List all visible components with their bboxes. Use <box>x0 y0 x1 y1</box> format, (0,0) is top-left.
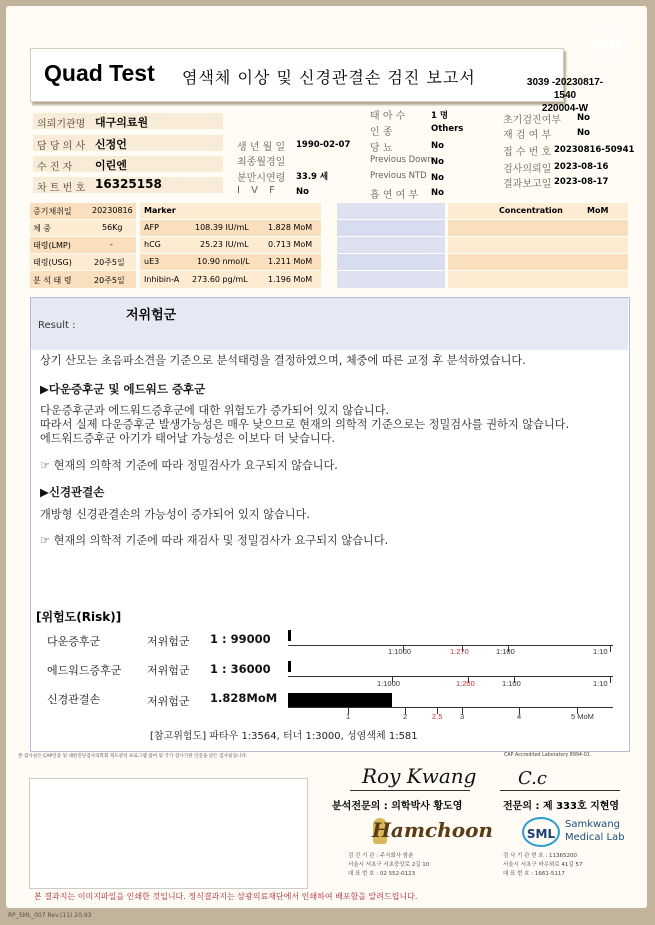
section-ntd-text: 개방형 신경관결손의 가능성이 증가되어 있지 않습니다. <box>40 508 310 521</box>
sml-info: 검 사 기 관 번 호 : 11365200 <box>503 853 577 859</box>
section-ntd-title: ▶신경관결손 <box>40 485 105 499</box>
report-title: 염색체 이상 및 신경관결손 검진 보고서 <box>182 68 476 87</box>
smoking-label: 흡 연 여 부 <box>370 190 419 201</box>
hamchoon-logo: Hamchoon <box>372 818 493 842</box>
tick-label: 3 <box>460 712 465 721</box>
marker-mom: 0.713 MoM <box>268 240 313 249</box>
smoking-value: No <box>431 188 444 198</box>
hamchoon-info: 서울시 서초구 서초중앙로 2길 10 <box>348 862 430 868</box>
print-notice: 본 결과지는 이미지파일을 인쇄한 것입니다. 정식결과지는 삼광의료재단에서 인쇄하여 배포함을 알려드립니다. <box>34 892 418 901</box>
reference-risk: [참고위험도] 파타우 1:3564, 터너 1:3000, 성염색체 1:581 <box>150 731 418 742</box>
section-ntd-note: ☞ 현재의 의학적 기준에 따라 재검사 및 정밀검사가 요구되지 않습니다. <box>40 534 389 547</box>
race-value: Others <box>431 124 464 134</box>
marker-name: Inhibin-A <box>144 275 180 284</box>
tick <box>610 676 611 683</box>
section-down-note: ☞ 현재의 의학적 기준에 따라 정밀검사가 요구되지 않습니다. <box>40 459 338 472</box>
risk-ntd-level: 저위험군 <box>147 695 190 708</box>
section-down-text: 따라서 실제 다운증후군 발생가능성은 매우 낮으므로 현재의 의학적 기준으로는 정밀검사를 권하지 않습니다. <box>40 418 569 431</box>
lmp-label: 최종월경일 <box>237 157 286 168</box>
weight-label: 체 중 <box>33 224 51 233</box>
diabetes-label: 당 뇨 <box>370 143 393 154</box>
retest-label: 재 검 여 부 <box>503 130 552 141</box>
risk-edwards-axis <box>288 676 613 677</box>
risk-title: [위험도(Risk)] <box>36 610 122 624</box>
age-label: 분만시연령 <box>237 173 286 184</box>
prev-ntd-value: No <box>431 173 444 183</box>
ga-usg-label: 태령(USG) <box>33 258 72 267</box>
cap-note: CAP Accredited Laboratory 8994-01 <box>504 753 590 758</box>
result-label: Result : <box>38 320 76 331</box>
lab-note: 본 검사실은 CAP인증 및 대한진단검사의학회 정도관리 프로그램 참여 및 국가 검사기관 인증을 받은 검사실입니다. <box>18 754 248 759</box>
retest-value: No <box>577 128 590 138</box>
prev-down-label: Previous Down <box>370 155 433 165</box>
initial-label: 초기검진여부 <box>503 115 561 126</box>
ga-analysis-value: 20주5일 <box>94 276 125 285</box>
brand-title: Quad Test <box>44 60 155 86</box>
sample-id: 3039 -20230817-1540 220004-W <box>526 77 604 114</box>
receipt-value: 20230816-50941 <box>554 145 635 155</box>
tick-label: 4 <box>517 712 522 721</box>
risk-edwards-value: 1 : 36000 <box>210 662 271 676</box>
hamchoon-info: 대 표 번 호 : 02 552-0123 <box>348 871 416 877</box>
marker-mom: 1.828 MoM <box>268 223 313 232</box>
institution-value: 대구의료원 <box>95 116 149 129</box>
tick-label: 1:1000 <box>377 679 400 688</box>
result-intro: 상기 산모는 초음파소견을 기준으로 분석태령을 결정하였으며, 체중에 따른 교정 후 분석하였습니다. <box>40 354 526 367</box>
marker-mom: 1.211 MoM <box>268 257 313 266</box>
marker-value: 273.60 pg/mL <box>192 275 248 284</box>
mom-header: MoM <box>587 206 609 215</box>
section-down-text: 에드워드증후군 아기가 태어날 가능성은 이보다 더 낮습니다. <box>40 432 336 445</box>
diabetes-value: No <box>431 141 444 151</box>
collect-value: 20230816 <box>92 206 133 215</box>
doctor-value: 신정언 <box>95 138 127 151</box>
tick-label: 1:200 <box>456 679 475 688</box>
tick <box>610 645 611 652</box>
prev-ntd-label: Previous NTD <box>370 171 427 181</box>
tick-label: 1:10 <box>593 647 608 656</box>
tick-label: 1 <box>346 712 351 721</box>
marker-name: AFP <box>144 223 159 232</box>
race-label: 인 종 <box>370 127 393 138</box>
section-down-text: 다운증후군과 에드워드증후군에 대한 위험도가 증가되어 있지 않습니다. <box>40 404 390 417</box>
risk-down-value: 1 : 99000 <box>210 632 271 646</box>
weight-value: 56Kg <box>102 223 123 232</box>
receipt-label: 접 수 번 호 <box>503 147 552 158</box>
marker-header: Marker <box>144 206 176 215</box>
tick-label: 5 MoM <box>571 712 594 721</box>
fetus-label: 태 아 수 <box>370 111 406 122</box>
hamchoon-info: 검 진 기 관 : 주식회사 함춘 <box>348 853 414 859</box>
concentration-header: Concentration <box>499 206 563 215</box>
risk-down-name: 다운증후군 <box>47 635 101 648</box>
risk-ntd-name: 신경관결손 <box>47 693 101 706</box>
report-date-value: 2023-08-17 <box>554 177 609 187</box>
doctor-2-title: 전문의 : 제 333호 지현영 <box>503 801 620 812</box>
ga-lmp-label: 태령(LMP) <box>33 241 71 250</box>
chart-label: 차 트 번 호 <box>37 183 86 194</box>
collect-label: 증기채취일 <box>33 207 72 216</box>
request-date-value: 2023-08-16 <box>554 162 609 172</box>
result-summary: 저위험군 <box>126 308 177 323</box>
birth-label: 생 년 월 일 <box>237 142 286 153</box>
fetus-value: 1 명 <box>431 111 449 121</box>
ga-analysis-label: 분 석 태 령 <box>33 276 72 285</box>
tick-label: 1:270 <box>450 647 469 656</box>
risk-down-level: 저위험군 <box>147 635 190 648</box>
risk-down-bar <box>288 630 291 641</box>
institution-label: 의뢰기관명 <box>37 119 86 130</box>
signature-2: C.c <box>518 768 547 789</box>
tick-label: 2.5 <box>432 712 443 721</box>
sml-info: 서울시 서초구 바우뫼로 41길 57 <box>503 862 583 868</box>
age-value: 33.9 세 <box>296 172 329 182</box>
sml-name: Medical Lab <box>565 832 625 843</box>
doctor-1-title: 분석전문의 : 의학박사 황도영 <box>332 801 463 812</box>
initial-value: No <box>577 113 590 123</box>
request-date-label: 검사의뢰일 <box>503 164 552 175</box>
ivf-label: I V F <box>237 185 279 196</box>
sml-name: Samkwang <box>565 819 620 830</box>
sml-footer-logo-icon: SML <box>522 817 560 847</box>
patient-label: 수 진 자 <box>37 162 73 173</box>
stamp-box <box>29 778 308 889</box>
signature-1: Roy Kwang <box>362 764 477 788</box>
tick-label: 2 <box>403 712 408 721</box>
tick-label: 1:100 <box>502 679 521 688</box>
result-header <box>31 298 628 350</box>
sml-info: 대 표 번 호 : 1661-5117 <box>503 871 565 877</box>
form-code: RP_SML_007 Rev.(11) 20.93 <box>8 912 92 919</box>
marker-name: hCG <box>144 240 161 249</box>
risk-down-axis <box>288 645 613 646</box>
marker-value: 10.90 nmol/L <box>197 257 250 266</box>
risk-edwards-level: 저위험군 <box>147 664 190 677</box>
chart-number: 16325158 <box>95 177 162 191</box>
marker-value: 25.23 IU/mL <box>200 240 249 249</box>
tick-label: 1:100 <box>496 647 515 656</box>
risk-edwards-bar <box>288 661 291 672</box>
report-date-label: 결과보고일 <box>503 179 552 190</box>
ga-usg-value: 20주5일 <box>94 258 125 267</box>
marker-mom: 1.196 MoM <box>268 275 313 284</box>
ivf-value: No <box>296 187 309 197</box>
ga-lmp-value: - <box>110 240 113 249</box>
tick-label: 1:10 <box>593 679 608 688</box>
marker-name: uE3 <box>144 257 160 266</box>
risk-ntd-value: 1.828MoM <box>210 691 278 705</box>
doctor-label: 담 당 의 사 <box>37 141 86 152</box>
risk-ntd-bar <box>288 693 392 707</box>
marker-value: 108.39 IU/mL <box>195 223 249 232</box>
tick-label: 1:1000 <box>388 647 411 656</box>
sml-logo-icon: SML <box>588 24 628 64</box>
patient-name: 이린엔 <box>95 159 127 172</box>
risk-ntd-axis <box>288 707 613 708</box>
prev-down-value: No <box>431 157 444 167</box>
risk-edwards-name: 에드워드증후군 <box>47 664 122 677</box>
section-down-edwards-title: ▶다운증후군 및 에드워드 증후군 <box>40 382 206 396</box>
birth-value: 1990-02-07 <box>296 140 351 150</box>
